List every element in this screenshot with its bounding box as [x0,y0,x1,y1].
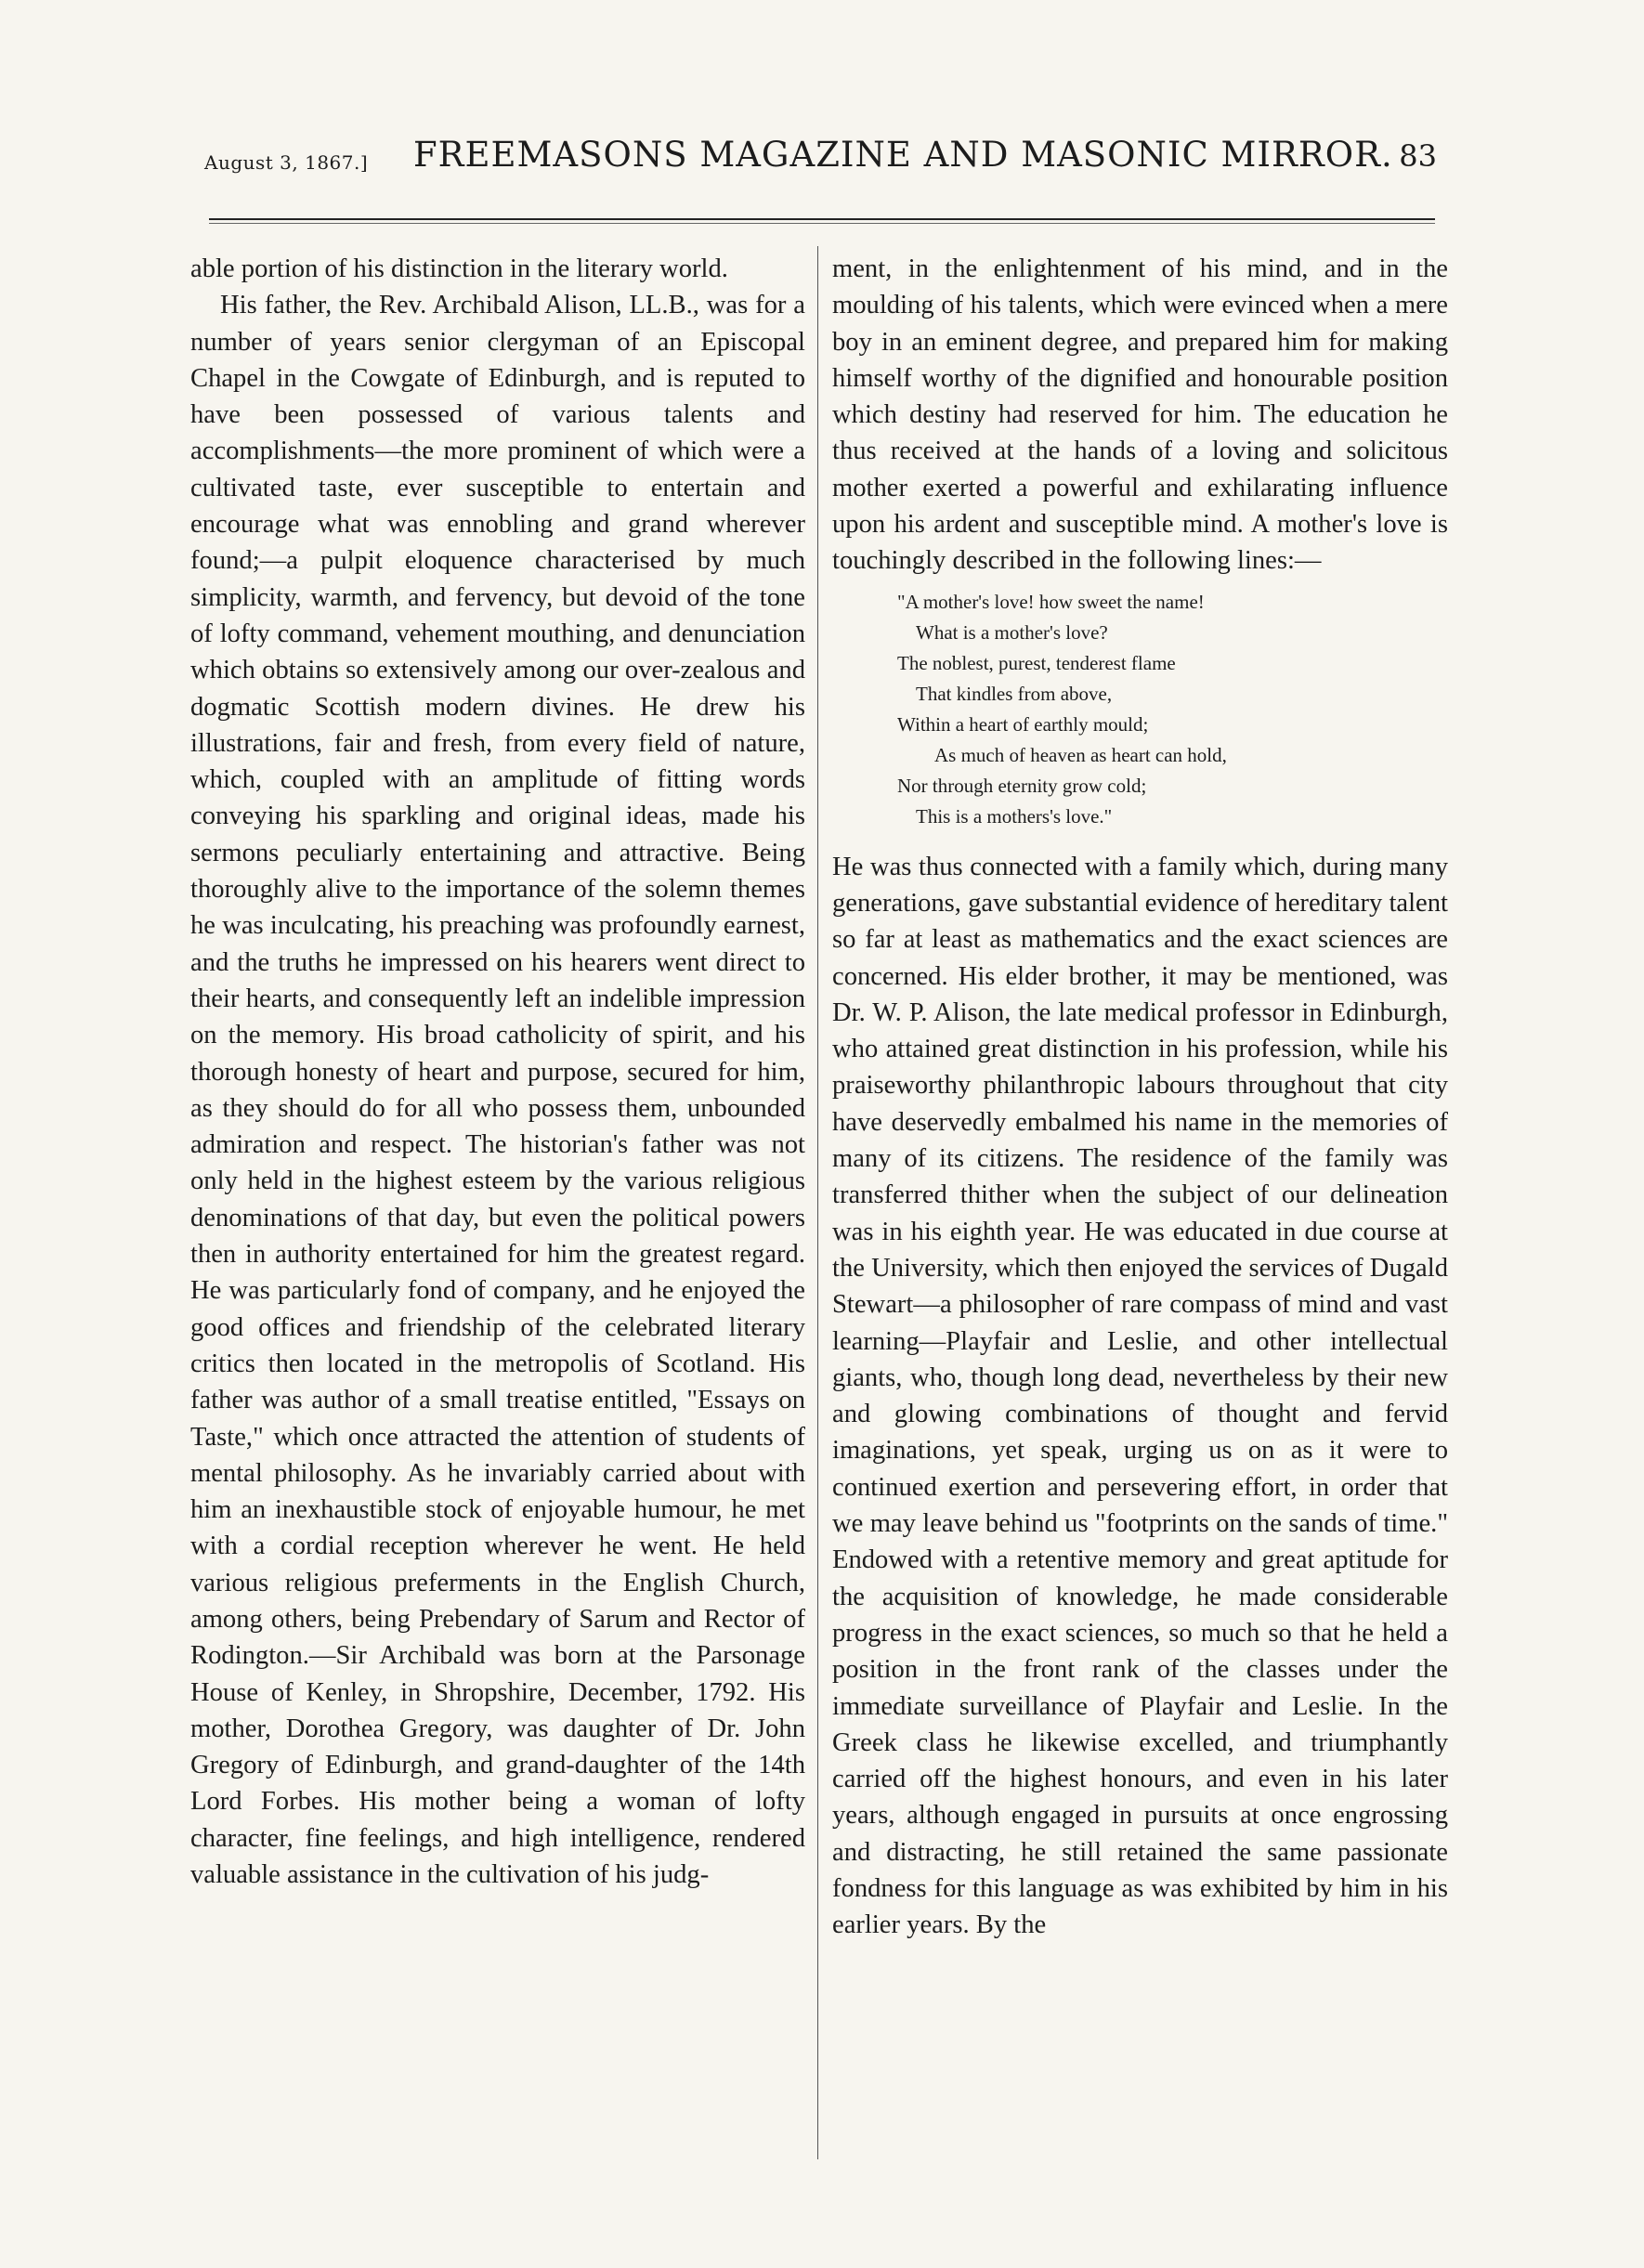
publication-title: FREEMASONS MAGAZINE AND MASONIC MIRROR. [413,135,1393,175]
poem-line: The noblest, purest, tenderest flame [897,651,1176,674]
issue-date: August 3, 1867.] [204,151,369,174]
column-divider [817,246,818,2159]
poem-line: That kindles from above, [916,682,1113,705]
poem-line: Within a heart of earthly mould; [897,712,1149,736]
left-paragraph-1: able portion of his distinction in the literary world. [190,254,728,283]
left-paragraph-2: His father, the Rev. Archibald Alison, LL.B., was for a number of years senior clergyman of an Episcopal Chapel in the Cowgate of Edinburgh, and is reputed to have been possessed of various talents and accomplishments—the more prominent of which were a cultivated taste, ever susceptible to entertain and encourage what was ennobling and grand wherever found;—a pulpit eloquence characterised by much simplicity, warmth, and fervency, but devoid of the tone of lofty command, vehement mouthing, and denunciation which obtains so extensively among our over-zealous and dogmatic Scottish modern divines. He drew his illustrations, fair and fresh, from every field of nature, which, coupled with an amplitude of fitting words conveying his sparkling and original ideas, made his sermons peculiarly entertaining and attractive. Being thoroughly alive to the importance of the solemn themes he was inculcating, his preaching was profoundly earnest, and the truths he impressed on his hearers went direct to their hearts, and consequently left an indelible impression on the memory. His broad catholicity of spirit, and his thorough honesty of heart and purpose, secured for him, as they should do for all who possess them, unbounded admiration and respect. The historian's father was not only held in the highest esteem by the various religious denominations of that day, but even the political powers then in authority entertained for him the greatest regard. He was particularly fond of company, and he enjoyed the good offices and friendship of the celebrated literary critics then located in the metropolis of Scotland. His father was author of a small treatise entitled, "Essays on Taste," which once attracted the attention of students of mental philosophy. As he invariably carried about with him an inexhaustible stock of enjoyable humour, he met with a cordial reception wherever he went. He held various religious preferments in the English Church, among others, being Prebendary of Sarum and Rector of Rodington.—Sir Archibald was born at the Parsonage House of Kenley, in Shropshire, December, 1792. His mother, Dorothea Gregory, was daughter of Dr. John Gregory of Edinburgh, and grand-daughter of the 14th Lord Forbes. His mother being a woman of lofty character, fine feelings, and high intelligence, rendered valuable assistance in the cultivation of his judg- [190,291,805,1890]
right-column [832,251,1448,2155]
header-rule-thin [209,223,1435,224]
poem-line: "A mother's love! how sweet the name! [897,590,1205,613]
page-header [204,135,1444,181]
right-paragraph-2: He was thus connected with a family which, during many generations, gave substantial evidence of hereditary talent so far at least as mathematics and the exact sciences are concerned. His elder brother, it may be mentioned, was Dr. W. P. Alison, the late medical professor in Edinburgh, who attained great distinction in his profession, while his praiseworthy philanthropic labours throughout that city have deservedly embalmed his name in the memories of many of its citizens. The residence of the family was transferred thither when the subject of our delineation was in his eighth year. He was educated in due course at the University, which then enjoyed the services of Dugald Stewart—a philosopher of rare compass of mind and vast learning—Playfair and Leslie, and other intellectual giants, who, though long dead, nevertheless by their new and glowing combinations of thought and fervid imaginations, yet speak, urging us on as it were to continued exertion and persevering effort, in order that we may leave behind us "footprints on the sands of time." Endowed with a retentive memory and great aptitude for the acquisition of knowledge, he made considerable progress in the exact sciences, so much so that he held a position in the front rank of the classes under the immediate surveillance of Playfair and Leslie. In the Greek class he likewise excelled, and triumphantly carried off the highest honours, and even in his later years, although engaged in pursuits at once engrossing and distracting, he still retained the same passionate fondness for this language as was exhibited by him in his earlier years. By the [832,852,1448,1940]
left-column [190,251,805,2155]
page-number: 83 [1399,138,1437,174]
poem-line: As much of heaven as heart can hold, [934,743,1227,766]
header-rule [209,218,1435,220]
poem-line: This is a mothers's love." [916,804,1113,828]
poem-line: What is a mother's love? [916,620,1108,644]
right-paragraph-1: ment, in the enlightenment of his mind, and in the moulding of his talents, which were evinced when a mere boy in an eminent degree, and prepared him for making himself worthy of the dignified and honourable position which destiny had reserved for him. The education he thus received at the hands of a loving and solicitous mother exerted a powerful and exhilarating influence upon his ardent and susceptible mind. A mother's love is touchingly described in the following lines:— [832,254,1448,576]
poem-block [897,587,1448,832]
poem-line: Nor through eternity grow cold; [897,774,1147,797]
